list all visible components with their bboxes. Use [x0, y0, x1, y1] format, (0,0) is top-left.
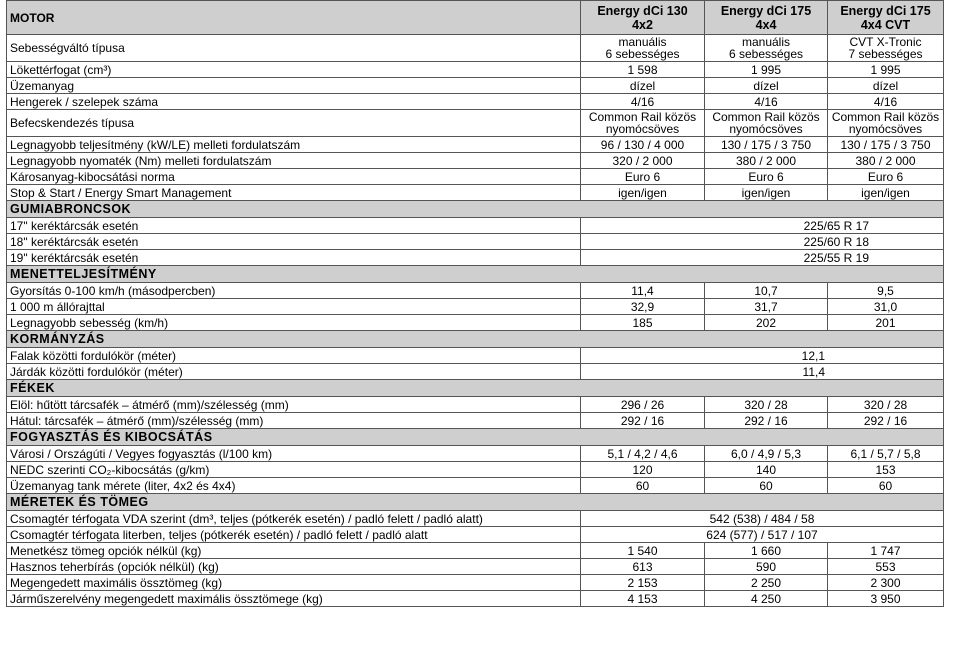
cell-value: 225/55 R 19	[581, 250, 944, 266]
cell-value: 6,1 / 5,7 / 5,8	[828, 446, 944, 462]
cell-value: 11,4	[581, 364, 944, 380]
table-row	[7, 575, 944, 591]
table-row	[7, 62, 944, 78]
cell-value: 96 / 130 / 4 000	[581, 137, 705, 153]
table-row	[7, 137, 944, 153]
row-label: Járműszerelvény megengedett maximális össztömege (kg)	[7, 591, 581, 607]
cell-value: 553	[828, 559, 944, 575]
column-header-2: Energy dCi 175 4x4	[705, 1, 828, 35]
row-label: NEDC szerinti CO₂-kibocsátás (g/km)	[7, 462, 581, 478]
section-header-row	[7, 380, 944, 397]
cell-value: 320 / 28	[828, 397, 944, 413]
cell-value: 10,7	[705, 283, 828, 299]
cell-value: 32,9	[581, 299, 705, 315]
cell-value: 1 598	[581, 62, 705, 78]
cell-value: 380 / 2 000	[705, 153, 828, 169]
cell-value: 1 995	[705, 62, 828, 78]
cell-value: igen/igen	[828, 185, 944, 201]
section-header-row	[7, 201, 944, 218]
cell-value: manuális 6 sebességes	[705, 35, 828, 62]
row-label: Károsanyag-kibocsátási norma	[7, 169, 581, 185]
cell-value: 320 / 2 000	[581, 153, 705, 169]
table-row	[7, 348, 944, 364]
table-row	[7, 218, 944, 234]
cell-value: 60	[581, 478, 705, 494]
cell-value: igen/igen	[581, 185, 705, 201]
cell-value: 292 / 16	[705, 413, 828, 429]
row-label: Járdák közötti fordulókör (méter)	[7, 364, 581, 380]
row-label: 18" keréktárcsák esetén	[7, 234, 581, 250]
cell-value: 2 153	[581, 575, 705, 591]
cell-value: 31,0	[828, 299, 944, 315]
section-title-consumption: FOGYASZTÁS ÉS KIBOCSÁTÁS	[7, 429, 944, 446]
table-row	[7, 315, 944, 331]
row-label: Sebességváltó típusa	[7, 35, 581, 62]
cell-value: Common Rail közös nyomócsöves	[705, 110, 828, 137]
row-label: 19" keréktárcsák esetén	[7, 250, 581, 266]
section-header-row	[7, 331, 944, 348]
table-row	[7, 413, 944, 429]
cell-value: 130 / 175 / 3 750	[828, 137, 944, 153]
cell-value: 542 (538) / 484 / 58	[581, 511, 944, 527]
cell-value: 2 300	[828, 575, 944, 591]
table-row	[7, 185, 944, 201]
row-label: Befecskendezés típusa	[7, 110, 581, 137]
row-label: Megengedett maximális össztömeg (kg)	[7, 575, 581, 591]
row-label: Gyorsítás 0-100 km/h (másodpercben)	[7, 283, 581, 299]
table-row	[7, 446, 944, 462]
cell-value: dízel	[581, 78, 705, 94]
cell-value: dízel	[828, 78, 944, 94]
cell-value: 60	[828, 478, 944, 494]
cell-value: 1 540	[581, 543, 705, 559]
table-row	[7, 283, 944, 299]
table-row	[7, 250, 944, 266]
table-row	[7, 527, 944, 543]
cell-value: 590	[705, 559, 828, 575]
row-label: Lökettérfogat (cm³)	[7, 62, 581, 78]
cell-value: Euro 6	[828, 169, 944, 185]
section-header-row	[7, 266, 944, 283]
row-label: Menetkész tömeg opciók nélkül (kg)	[7, 543, 581, 559]
cell-value: 201	[828, 315, 944, 331]
table-row	[7, 94, 944, 110]
row-label: 17" keréktárcsák esetén	[7, 218, 581, 234]
cell-value: 296 / 26	[581, 397, 705, 413]
table-row	[7, 35, 944, 62]
row-label: Üzemanyag	[7, 78, 581, 94]
row-label: Hátul: tárcsafék – átmérő (mm)/szélesség (mm)	[7, 413, 581, 429]
cell-value: 31,7	[705, 299, 828, 315]
spec-table	[6, 0, 944, 607]
cell-value: 153	[828, 462, 944, 478]
row-label: Legnagyobb sebesség (km/h)	[7, 315, 581, 331]
cell-value: 4/16	[705, 94, 828, 110]
table-row	[7, 511, 944, 527]
cell-value: 225/60 R 18	[581, 234, 944, 250]
cell-value: Common Rail közös nyomócsöves	[828, 110, 944, 137]
cell-value: 1 660	[705, 543, 828, 559]
cell-value: 5,1 / 4,2 / 4,6	[581, 446, 705, 462]
table-row	[7, 234, 944, 250]
row-label: Falak közötti fordulókör (méter)	[7, 348, 581, 364]
cell-value: 4 250	[705, 591, 828, 607]
cell-value: 4/16	[828, 94, 944, 110]
cell-value: 1 995	[828, 62, 944, 78]
cell-value: igen/igen	[705, 185, 828, 201]
cell-value: 292 / 16	[828, 413, 944, 429]
section-header-row	[7, 429, 944, 446]
cell-value: 130 / 175 / 3 750	[705, 137, 828, 153]
cell-value: 140	[705, 462, 828, 478]
cell-value: 320 / 28	[705, 397, 828, 413]
section-title-brakes: FÉKEK	[7, 380, 944, 397]
row-label: Legnagyobb teljesítmény (kW/LE) melleti fordulatszám	[7, 137, 581, 153]
cell-value: 6,0 / 4,9 / 5,3	[705, 446, 828, 462]
table-header-row	[7, 1, 944, 35]
row-label: 1 000 m állórajttal	[7, 299, 581, 315]
cell-value: 11,4	[581, 283, 705, 299]
cell-value: 613	[581, 559, 705, 575]
table-row	[7, 478, 944, 494]
row-label: Legnagyobb nyomaték (Nm) melleti fordulatszám	[7, 153, 581, 169]
cell-value: 60	[705, 478, 828, 494]
table-row	[7, 110, 944, 137]
table-row	[7, 462, 944, 478]
cell-value: 3 950	[828, 591, 944, 607]
cell-value: manuális 6 sebességes	[581, 35, 705, 62]
cell-value: 4/16	[581, 94, 705, 110]
column-header-1: Energy dCi 130 4x2	[581, 1, 705, 35]
section-title-performance: MENETTELJESÍTMÉNY	[7, 266, 944, 283]
table-row	[7, 364, 944, 380]
table-row	[7, 559, 944, 575]
table-row	[7, 299, 944, 315]
row-label: Csomagtér térfogata literben, teljes (pótkerék esetén) / padló felett / padló alatt	[7, 527, 581, 543]
section-title-steering: KORMÁNYZÁS	[7, 331, 944, 348]
table-row	[7, 591, 944, 607]
row-label: Elöl: hűtött tárcsafék – átmérő (mm)/szélesség (mm)	[7, 397, 581, 413]
section-title-tyres: GUMIABRONCSOK	[7, 201, 944, 218]
section-title-motor: MOTOR	[7, 1, 581, 35]
cell-value: 624 (577) / 517 / 107	[581, 527, 944, 543]
cell-value: Euro 6	[705, 169, 828, 185]
cell-value: 380 / 2 000	[828, 153, 944, 169]
row-label: Városi / Országúti / Vegyes fogyasztás (l/100 km)	[7, 446, 581, 462]
table-row	[7, 169, 944, 185]
cell-value: 185	[581, 315, 705, 331]
table-row	[7, 543, 944, 559]
table-row	[7, 397, 944, 413]
cell-value: 1 747	[828, 543, 944, 559]
cell-value: 4 153	[581, 591, 705, 607]
section-title-dimensions: MÉRETEK ÉS TÖMEG	[7, 494, 944, 511]
section-header-row	[7, 494, 944, 511]
cell-value: 9,5	[828, 283, 944, 299]
cell-value: 225/65 R 17	[581, 218, 944, 234]
cell-value: 292 / 16	[581, 413, 705, 429]
column-header-3: Energy dCi 175 4x4 CVT	[828, 1, 944, 35]
row-label: Stop & Start / Energy Smart Management	[7, 185, 581, 201]
cell-value: 202	[705, 315, 828, 331]
row-label: Hasznos teherbírás (opciók nélkül) (kg)	[7, 559, 581, 575]
cell-value: Euro 6	[581, 169, 705, 185]
row-label: Hengerek / szelepek száma	[7, 94, 581, 110]
cell-value: Common Rail közös nyomócsöves	[581, 110, 705, 137]
table-row	[7, 78, 944, 94]
cell-value: CVT X-Tronic 7 sebességes	[828, 35, 944, 62]
table-row	[7, 153, 944, 169]
cell-value: 120	[581, 462, 705, 478]
row-label: Üzemanyag tank mérete (liter, 4x2 és 4x4)	[7, 478, 581, 494]
cell-value: dízel	[705, 78, 828, 94]
cell-value: 12,1	[581, 348, 944, 364]
row-label: Csomagtér térfogata VDA szerint (dm³, teljes (pótkerék esetén) / padló felett / padló alatt)	[7, 511, 581, 527]
cell-value: 2 250	[705, 575, 828, 591]
